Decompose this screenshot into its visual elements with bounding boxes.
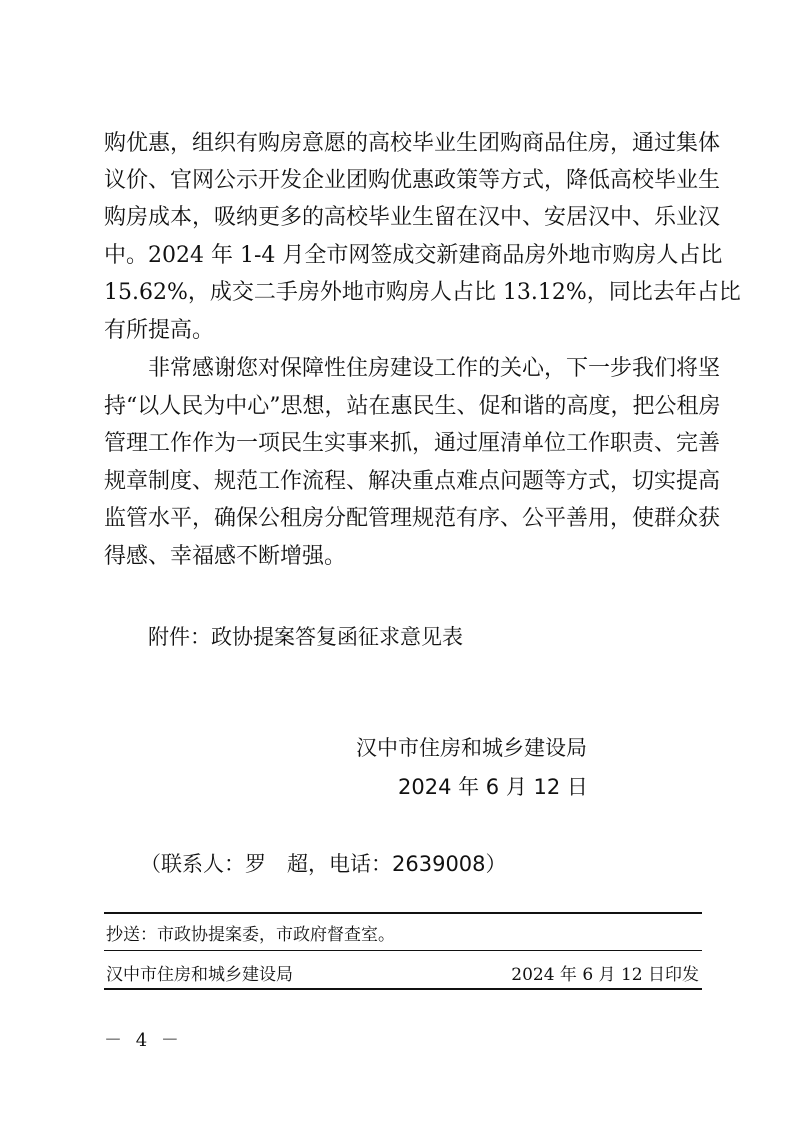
- paragraph-line: 得感、幸福感不断增强。: [104, 544, 347, 569]
- footer-top-rule: [104, 912, 702, 914]
- page-number: － 4 －: [104, 1030, 183, 1051]
- paragraph-line: 议价、官网公示开发企业团购优惠政策等方式，降低高校毕业生: [104, 168, 721, 193]
- paragraph-line: 中。2024 年 1-4 月全市网签成交新建商品房外地市购房人占比: [104, 243, 723, 268]
- issuer-name: 汉中市住房和城乡建设局: [106, 965, 293, 985]
- signature-date: 2024 年 6 月 12 日: [398, 775, 588, 799]
- footer-bottom-rule: [104, 988, 702, 990]
- paragraph-line: 非常感谢您对保障性住房建设工作的关心，下一步我们将坚: [148, 356, 721, 381]
- contact-info: （联系人：罗 超，电话：2639008）: [140, 852, 507, 876]
- paragraph-line: 15.62%，成交二手房外地市购房人占比 13.12%，同比去年占比: [104, 280, 741, 305]
- paragraph-line: 监管水平，确保公租房分配管理规范有序、公平善用，使群众获: [104, 506, 721, 531]
- paragraph-line: 规章制度、规范工作流程、解决重点难点问题等方式，切实提高: [104, 469, 721, 494]
- attachment-note: 附件：政协提案答复函征求意见表: [148, 625, 463, 649]
- footer-middle-rule: [104, 950, 702, 951]
- paragraph-line: 购优惠，组织有购房意愿的高校毕业生团购商品住房，通过集体: [104, 131, 721, 156]
- paragraph-line: 购房成本，吸纳更多的高校毕业生留在汉中、安居汉中、乐业汉: [104, 205, 721, 230]
- paragraph-line: 持“以人民为中心”思想，站在惠民生、促和谐的高度，把公租房: [104, 394, 721, 419]
- paragraph-line: 管理工作作为一项民生实事来抓，通过厘清单位工作职责、完善: [104, 431, 721, 456]
- cc-line: 抄送：市政协提案委，市政府督查室。: [106, 925, 395, 945]
- signature-organization: 汉中市住房和城乡建设局: [356, 736, 587, 760]
- issue-date: 2024 年 6 月 12 日印发: [511, 965, 699, 985]
- paragraph-line: 有所提高。: [104, 318, 215, 343]
